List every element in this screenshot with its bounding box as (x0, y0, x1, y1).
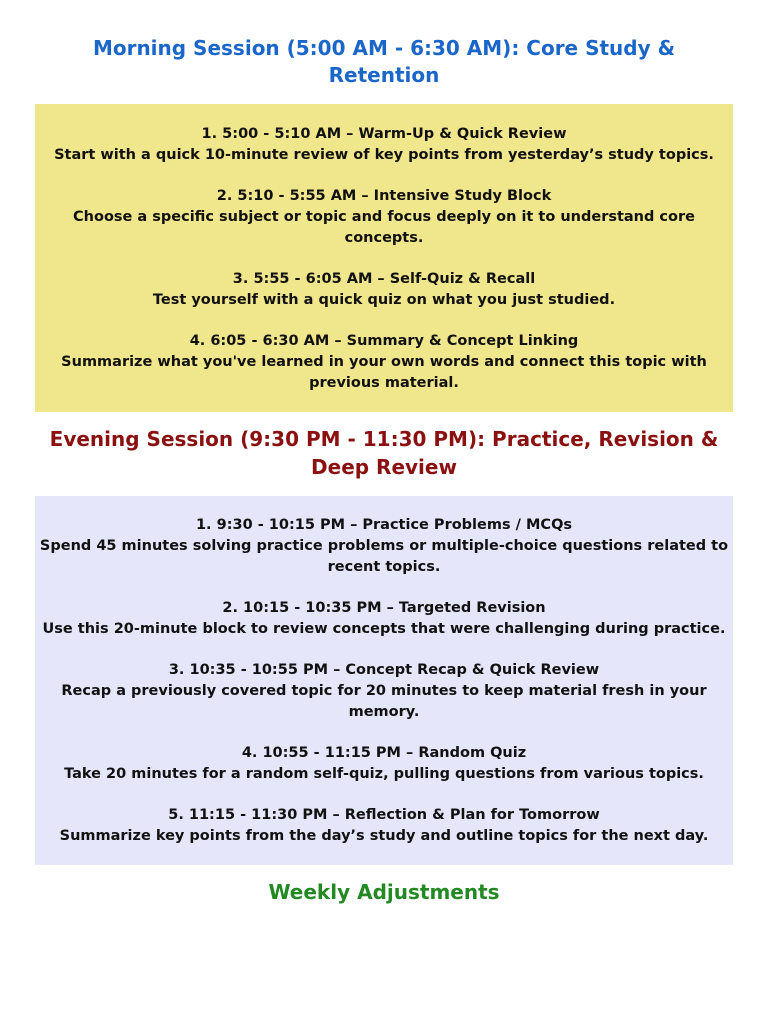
evening-item (39, 805, 729, 847)
morning-item-description: Test yourself with a quick quiz on what you just studied. (152, 292, 616, 308)
morning-item-description: Start with a quick 10-minute review of key points from yesterday’s study topics. (54, 147, 714, 163)
evening-item (39, 598, 729, 640)
evening-item-heading: 4. 10:55 - 11:15 PM – Random Quiz (241, 745, 527, 761)
evening-item (39, 743, 729, 785)
morning-session-block (35, 104, 733, 412)
evening-item (39, 515, 729, 578)
evening-item-description: Use this 20-minute block to review concepts that were challenging during practice. (42, 621, 726, 637)
evening-item-heading: 1. 9:30 - 10:15 PM – Practice Problems / MCQs (195, 517, 573, 533)
evening-session-title: Evening Session (9:30 PM - 11:30 PM): Practice, Revision & Deep Review (49, 427, 719, 479)
morning-item (39, 269, 729, 311)
morning-item-heading: 2. 5:10 - 5:55 AM – Intensive Study Block (216, 188, 552, 204)
evening-item-description: Take 20 minutes for a random self-quiz, pulling questions from various topics. (64, 766, 704, 782)
evening-item-heading: 3. 10:35 - 10:55 PM – Concept Recap & Quick Review (168, 662, 600, 678)
evening-item-description: Spend 45 minutes solving practice problems or multiple-choice questions related to recent topics. (39, 538, 729, 575)
morning-item (39, 124, 729, 166)
evening-item-heading: 5. 11:15 - 11:30 PM – Reflection & Plan for Tomorrow (168, 807, 600, 823)
morning-item-heading: 4. 6:05 - 6:30 AM – Summary & Concept Linking (189, 333, 579, 349)
evening-item-description: Summarize key points from the day’s study and outline topics for the next day. (59, 828, 709, 844)
evening-item-description: Recap a previously covered topic for 20 minutes to keep material fresh in your memory. (61, 683, 707, 720)
morning-item (39, 331, 729, 394)
morning-item-heading: 3. 5:55 - 6:05 AM – Self-Quiz & Recall (232, 271, 536, 287)
evening-session-block (35, 496, 733, 865)
evening-item-heading: 2. 10:15 - 10:35 PM – Targeted Revision (222, 600, 546, 616)
morning-item-heading: 1. 5:00 - 5:10 AM – Warm-Up & Quick Review (201, 126, 567, 142)
morning-item (39, 186, 729, 249)
morning-item-description: Choose a specific subject or topic and focus deeply on it to understand core concepts. (73, 209, 695, 246)
evening-item (39, 660, 729, 723)
morning-session-title: Morning Session (5:00 AM - 6:30 AM): Core Study & Retention (92, 36, 676, 87)
morning-item-description: Summarize what you've learned in your own words and connect this topic with previous material. (61, 354, 707, 391)
weekly-adjustments-title: Weekly Adjustments (268, 880, 500, 904)
